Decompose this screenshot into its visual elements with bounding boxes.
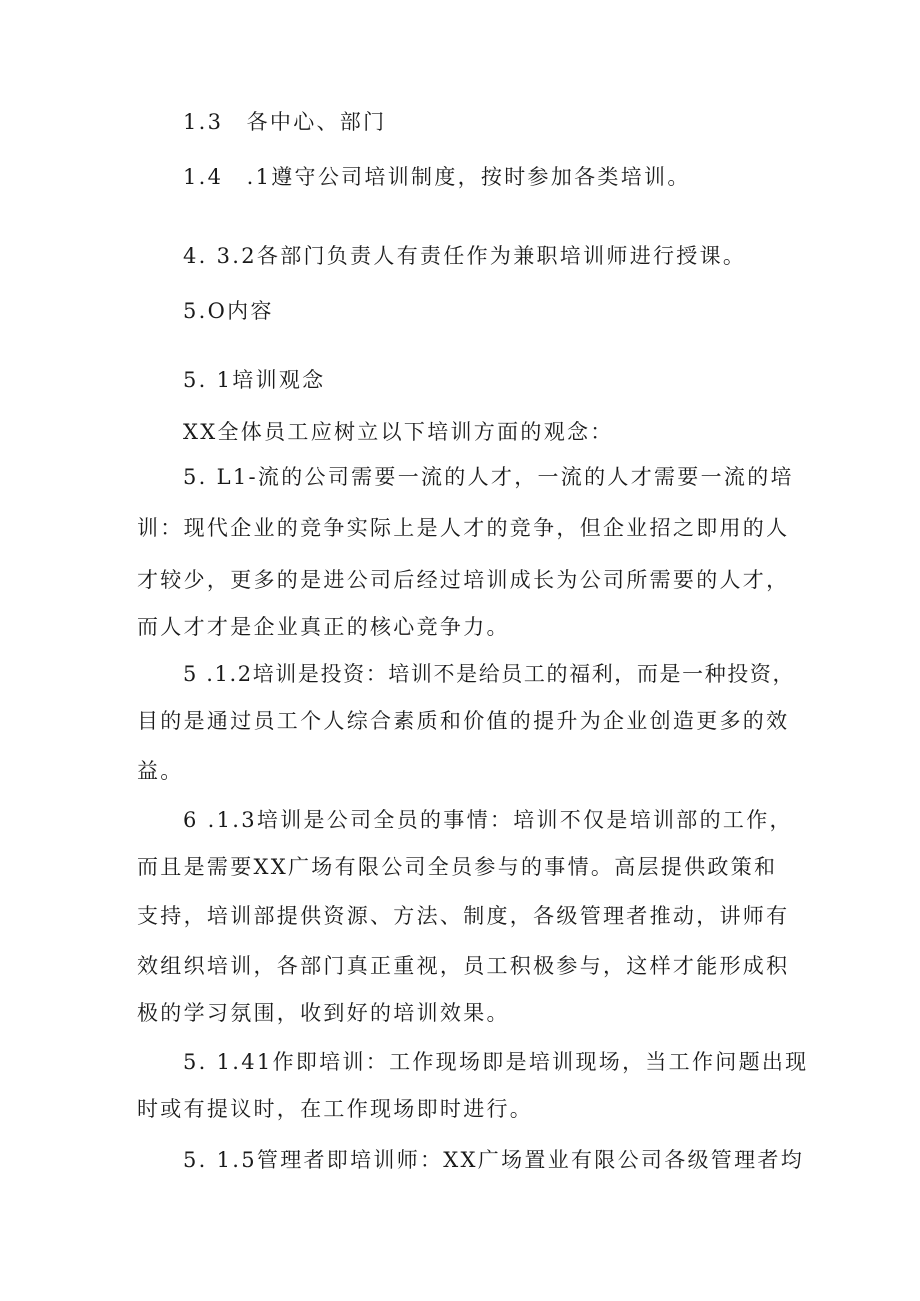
- intro-paragraph: XX全体员工应树立以下培训方面的观念：: [183, 420, 614, 444]
- paragraph-line: 而且是需要XX广场有限公司全员参与的事情。高层提供政策和: [137, 855, 778, 879]
- paragraph-line: 5. 1.41作即培训：工作现场即是培训现场，当工作问题出现: [183, 1050, 809, 1074]
- paragraph-line: 5. 1.5管理者即培训师：XX广场置业有限公司各级管理者均: [183, 1148, 805, 1172]
- heading-5-0: 5.O内容: [183, 299, 274, 323]
- heading-1-3: 1.3 各中心、部门: [183, 110, 387, 134]
- paragraph-line: 效组织培训，各部门真正重视，员工积极参与，这样才能形成积: [137, 954, 790, 978]
- paragraph-line: 5. L1-流的公司需要一流的人才，一流的人才需要一流的培: [183, 465, 794, 489]
- paragraph-line: 时或有提议时，在工作现场即时进行。: [137, 1097, 534, 1121]
- paragraph-line: 才较少，更多的是进公司后经过培训成长为公司所需要的人才，: [137, 568, 790, 592]
- heading-5-1: 5. 1培训观念: [183, 368, 326, 392]
- paragraph-line: 益。: [137, 759, 184, 783]
- paragraph-line: 支持，培训部提供资源、方法、制度，各级管理者推动，讲师有: [137, 904, 790, 928]
- paragraph-line: 训：现代企业的竞争实际上是人才的竞争，但企业招之即用的人: [137, 516, 790, 540]
- paragraph-line: 目的是通过员工个人综合素质和价值的提升为企业创造更多的效: [137, 709, 790, 733]
- item-4-3-2: 4. 3.2各部门负责人有责任作为兼职培训师进行授课。: [183, 244, 747, 268]
- paragraph-line: 5 .1.2培训是投资：培训不是给员工的福利，而是一种投资，: [183, 662, 796, 686]
- paragraph-line: 而人才才是企业真正的核心竞争力。: [137, 615, 510, 639]
- paragraph-line: 6 .1.3培训是公司全员的事情：培训不仅是培训部的工作，: [183, 808, 793, 832]
- item-1-4-1: 1.4 .1遵守公司培训制度，按时参加各类培训。: [183, 165, 691, 189]
- paragraph-line: 极的学习氛围，收到好的培训效果。: [137, 1001, 510, 1025]
